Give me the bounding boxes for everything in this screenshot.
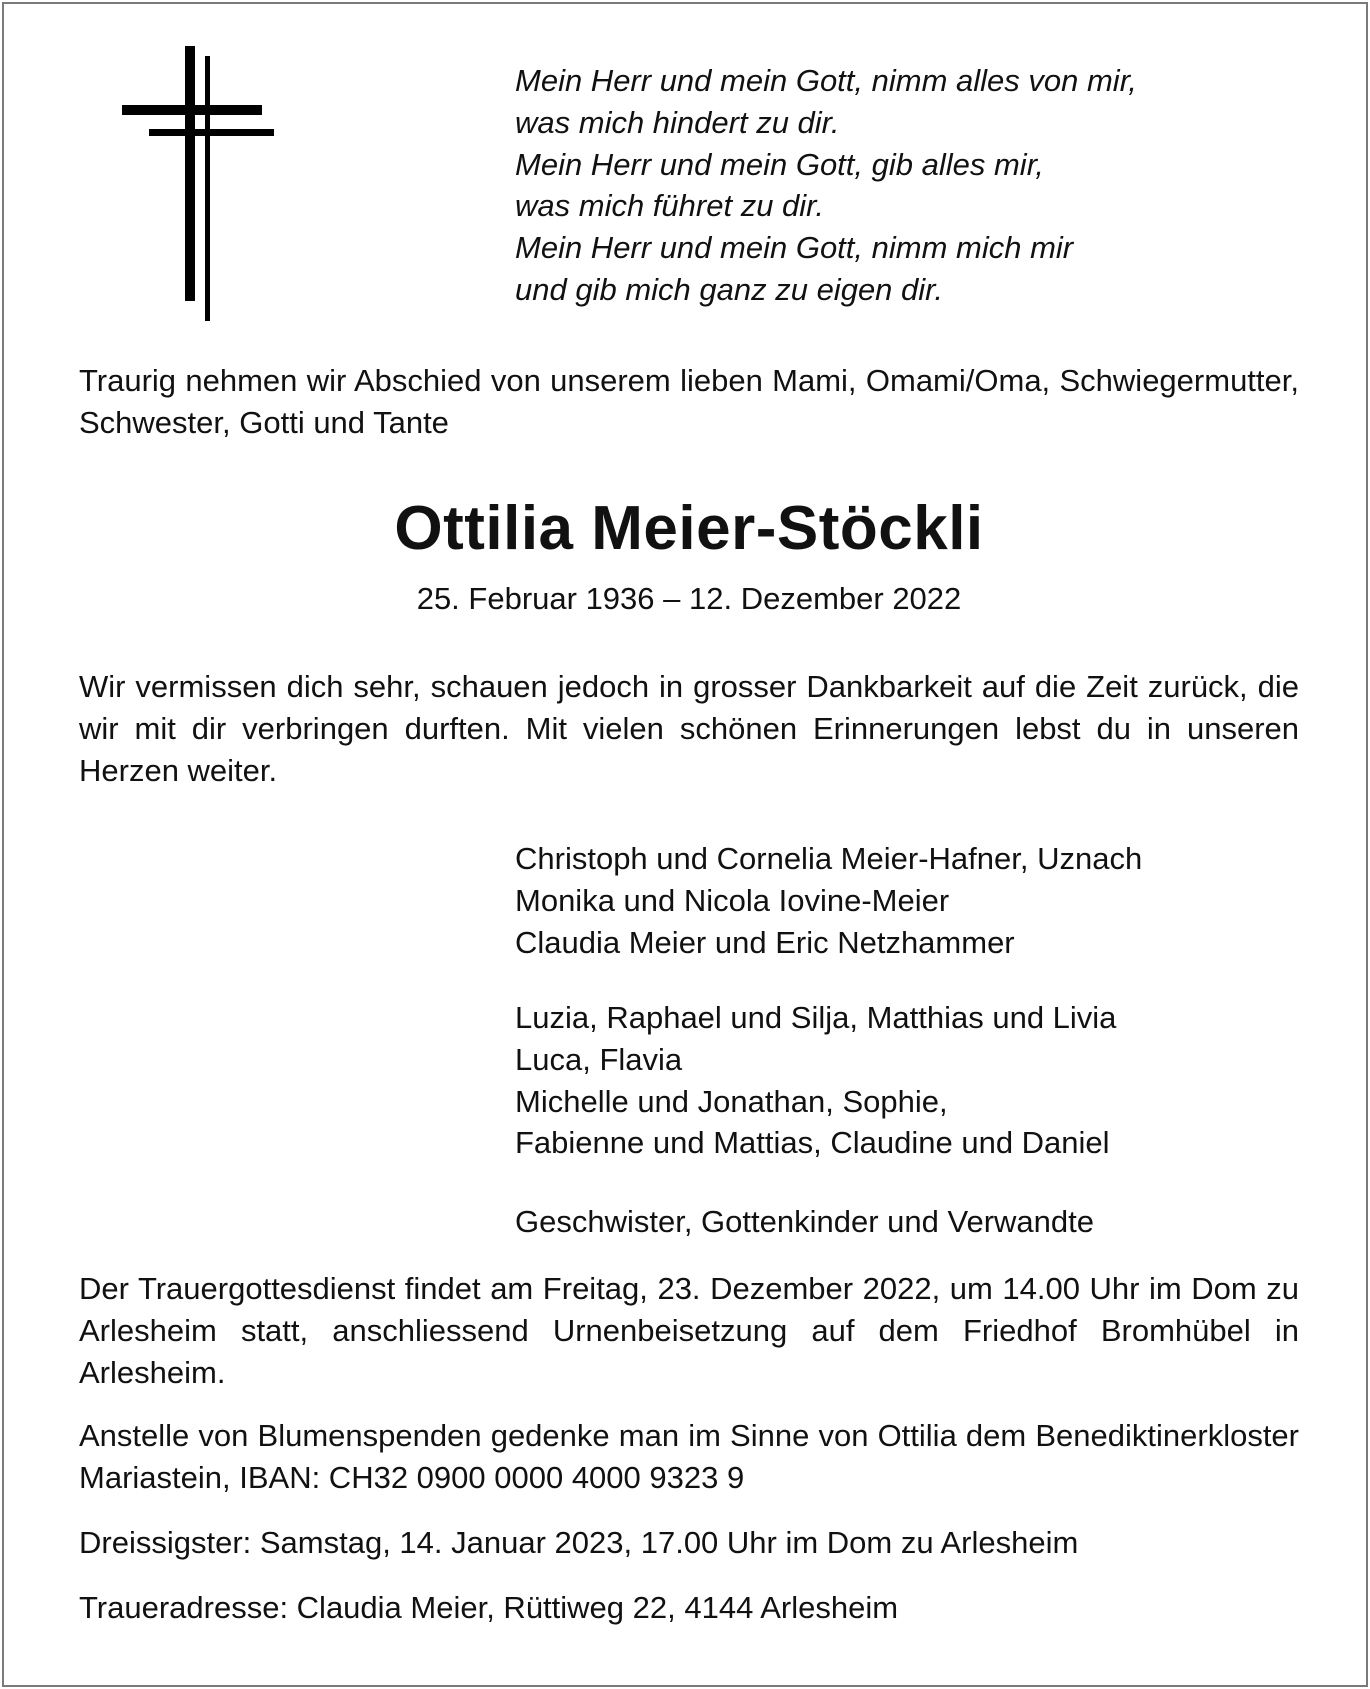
poem-line: was mich führet zu dir. <box>515 188 824 224</box>
obituary-notice <box>2 2 1368 1687</box>
poem-line: Mein Herr und mein Gott, nimm mich mir <box>515 230 1074 266</box>
mourners-children <box>515 838 1142 963</box>
poem-line: Mein Herr und mein Gott, gib alles mir, <box>515 146 1044 182</box>
life-dates: 25. Februar 1936 – 12. Dezember 2022 <box>416 581 962 616</box>
mourners-others <box>515 1201 1094 1243</box>
mourner-line: Monika und Nicola Iovine-Meier <box>515 882 950 918</box>
poem-line: Mein Herr und mein Gott, nimm alles von mir, <box>515 63 1137 98</box>
mourner-line: Luzia, Raphael und Silja, Matthias und Livia <box>515 1000 1117 1035</box>
service-text: Der Trauergottesdienst findet am Freitag, 23. Dezember 2022, um 14.00 Uhr im Dom zu Arlesheim statt, anschliessend Urnenbeisetzung auf dem Friedhof Bromhübel in Arlesheim. <box>79 1271 1299 1390</box>
poem <box>515 60 1137 311</box>
mourner-line: Michelle und Jonathan, Sophie, <box>515 1083 948 1119</box>
mourner-line: Geschwister, Gottenkinder und Verwandte <box>515 1204 1094 1239</box>
mourner-line: Luca, Flavia <box>515 1041 683 1077</box>
cross-icon <box>122 46 278 321</box>
mourner-line: Fabienne und Mattias, Claudine und Daniel <box>515 1125 1110 1161</box>
intro-text: Traurig nehmen wir Abschied von unserem lieben Mami, Omami/Oma, Schwiegermutter, Schwester, Gotti und Tante <box>79 363 1299 440</box>
donation-text: Anstelle von Blumenspenden gedenke man im Sinne von Ottilia dem Benediktinerkloster Mariastein, IBAN: CH32 0900 0000 4000 9323 9 <box>79 1418 1299 1495</box>
deceased-name: Ottilia Meier-Stöckli <box>394 494 984 563</box>
address-text: Traueradresse: Claudia Meier, Rüttiweg 22, 4144 Arlesheim <box>79 1590 899 1625</box>
poem-line: was mich hindert zu dir. <box>515 104 840 140</box>
mourners-grandchildren <box>515 997 1116 1164</box>
remembrance-text: Wir vermissen dich sehr, schauen jedoch in grosser Dankbarkeit auf die Zeit zurück, die wir mit dir verbringen durften. Mit vielen schönen Erinnerungen lebst du in unseren Herzen weiter. <box>79 669 1299 788</box>
mourner-line: Christoph und Cornelia Meier-Hafner, Uznach <box>515 841 1143 876</box>
mourner-line: Claudia Meier und Eric Netzhammer <box>515 924 1015 960</box>
poem-line: und gib mich ganz zu eigen dir. <box>515 271 943 307</box>
thirtieth-text: Dreissigster: Samstag, 14. Januar 2023, 17.00 Uhr im Dom zu Arlesheim <box>79 1525 1079 1560</box>
